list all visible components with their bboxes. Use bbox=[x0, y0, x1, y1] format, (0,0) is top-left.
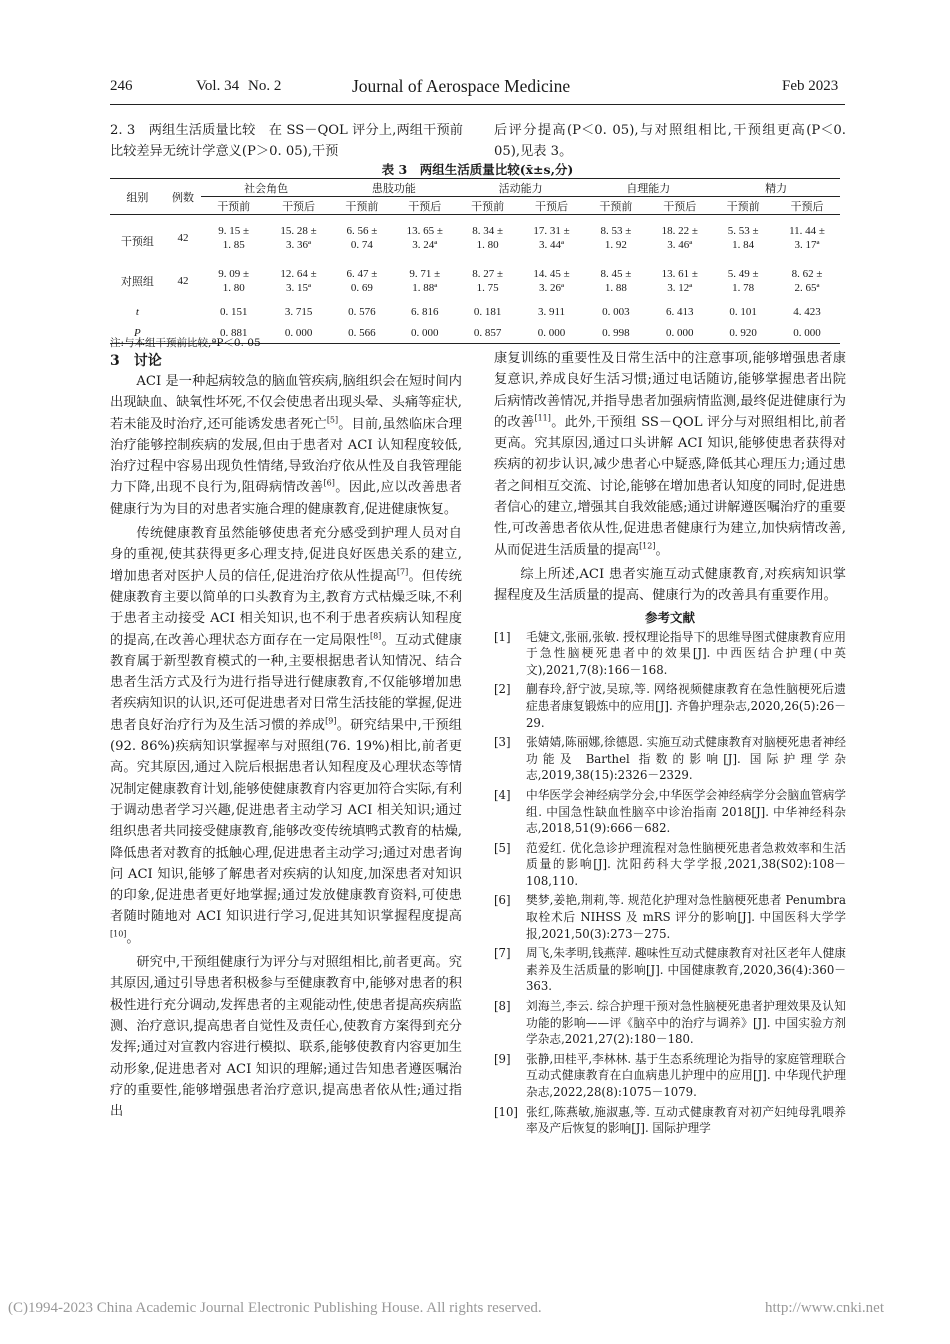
cell-mean: 12. 64 ± bbox=[280, 268, 317, 280]
reference-number: [9] bbox=[494, 1051, 511, 1066]
table-row bbox=[110, 215, 840, 262]
col-energy: 精力 bbox=[712, 179, 840, 197]
discussion-left-column bbox=[110, 351, 462, 1122]
p-row-value: 0. 920 bbox=[729, 326, 757, 339]
table-row bbox=[110, 261, 840, 301]
col-self-care: 自理能力 bbox=[584, 179, 712, 197]
section-2-3-right bbox=[494, 120, 846, 163]
subhead-before: 干预前 bbox=[726, 200, 760, 213]
subhead-before: 干预前 bbox=[599, 200, 633, 213]
subhead-before: 干预前 bbox=[345, 200, 379, 213]
t-row-value: 4. 423 bbox=[793, 305, 821, 318]
reference-item bbox=[494, 840, 846, 890]
reference-item bbox=[494, 998, 846, 1048]
cell-sd: 2. 65ª bbox=[794, 282, 820, 294]
table-cell bbox=[393, 215, 457, 262]
cell-sd: 1. 84 bbox=[732, 239, 755, 251]
t-row-value: 3. 911 bbox=[537, 305, 566, 318]
reference-number: [4] bbox=[494, 787, 511, 802]
reference-number: [6] bbox=[494, 893, 511, 908]
table-cell bbox=[519, 215, 585, 262]
section-2-3-text-cont: 后评分提高(P＜0. 05),与对照组相比,干预组更高(P＜0. 05),见表 3。 bbox=[494, 123, 846, 160]
reference-text: 范爱红. 优化急诊护理流程对急性脑梗死患者急救效率和生活质量的影响[J]. 沈阳药科大学学报,2021,38(S02):108－108,110. bbox=[526, 840, 846, 888]
volume: Vol. 34 bbox=[196, 78, 240, 94]
cell-mean: 9. 15 ± bbox=[218, 225, 250, 237]
table-note: 注:与本组干预前比较,ªP＜0. 05 bbox=[110, 337, 261, 349]
subhead-after: 干预后 bbox=[790, 200, 824, 213]
subhead-after: 干预后 bbox=[282, 200, 316, 213]
reference-item bbox=[494, 1051, 846, 1101]
header-rule bbox=[110, 104, 845, 105]
table-cell bbox=[266, 261, 331, 301]
cell-sd: 3. 17ª bbox=[794, 239, 820, 251]
t-row-value: 0. 181 bbox=[473, 305, 502, 318]
table-cell bbox=[201, 261, 266, 301]
t-row-label: t bbox=[135, 305, 139, 318]
p-row-value: 0. 881 bbox=[219, 326, 248, 339]
t-row-value: 0. 003 bbox=[602, 305, 630, 318]
cell-mean: 9. 71 ± bbox=[409, 268, 441, 280]
cell-sd: 1. 80 bbox=[476, 239, 499, 251]
col-group: 组别 bbox=[110, 179, 165, 215]
cell-mean: 11. 44 ± bbox=[789, 225, 825, 237]
t-row-value: 0. 576 bbox=[348, 305, 376, 318]
table-cell bbox=[647, 261, 712, 301]
cell-mean: 8. 45 ± bbox=[600, 268, 632, 280]
cell-mean: 8. 53 ± bbox=[600, 225, 632, 237]
reference-number: [1] bbox=[494, 629, 511, 644]
cell-mean: 5. 49 ± bbox=[727, 268, 759, 280]
references-heading: 参考文献 bbox=[644, 609, 695, 625]
cell-sd: 3. 12ª bbox=[667, 282, 693, 294]
t-row-value: 3. 715 bbox=[284, 305, 313, 318]
table-cell bbox=[647, 215, 712, 262]
cell-sd: 3. 46ª bbox=[667, 239, 693, 251]
t-row-value: 6. 413 bbox=[666, 305, 694, 318]
table-cell bbox=[393, 261, 457, 301]
cell-sd: 3. 36ª bbox=[286, 239, 312, 251]
subhead-after: 干预后 bbox=[663, 200, 697, 213]
t-row-value: 0. 151 bbox=[219, 305, 248, 318]
t-row bbox=[110, 301, 840, 322]
table-cell bbox=[457, 261, 519, 301]
reference-list bbox=[494, 629, 846, 1137]
copyright: (C)1994-2023 China Academic Journal Electronic Publishing House. All rights reserved. bbox=[8, 1300, 542, 1316]
table-cell bbox=[331, 215, 393, 262]
reference-item bbox=[494, 734, 846, 784]
journal-name: Journal of Aerospace Medicine bbox=[352, 76, 571, 96]
table-title: 表 3 两组生活质量比较(x̄±s,分) bbox=[381, 162, 574, 177]
reference-text: 张婧婧,陈丽娜,徐德恩. 实施互动式健康教育对脑梗死患者神经功能及 Barthel 指数的影响[J]. 国际护理学杂志,2019,38(15):2326－2329. bbox=[526, 735, 846, 783]
page-number: 246 bbox=[110, 78, 133, 94]
discussion-paragraph-2: 传统健康教育虽然能够使患者充分感受到护理人员对自身的重视,使其获得更多心理支持,促进良好医患关系的建立,增加患者对医护人员的信任,促进治疗依从性提高[7]。但传统健康教育主要以简单的口头教育为主,教育方式枯燥乏味,不利于患者主动接受 ACI 相关知识,也不利于患者疾病认知程度的提高,在改善心理状态方面存在一定局限性[8]。互动式健康教育属于新型教育模式的一种,主要根据患者认知情况、结合患者生活方式及行为进行指导进行健康教育,不仅能够增加患者疾病知识的认识,还可促进患者对日常生活技能的掌握,促进患者良好治疗行为及生活习惯的养成[9]。研究结果中,干预组(92. 86%)疾病知识掌握率与对照组(76. 19%)相比,前者更高。究其原因,通过入院后根据患者认知程度及心理状态等情况制定健康教育计划,能够使健康教育内容更加符合实际,有利于调动患者学习兴趣,促进患者主动学习 ACI 相关知识;通过组织患者共同接受健康教育,能够改变传统填鸭式教育的枯燥,降低患者对教育的抵触心理,促进患者主动学习;通过对患者询问 ACI 知识,能够了解患者对疾病的认知度,加深患者对知识的印象,促进患者更好地掌握;通过发放健康教育资料,可使患者随时随地对 ACI 知识进行学习,促进其知识掌握程度提高[10]。 bbox=[110, 526, 462, 946]
reference-item bbox=[494, 892, 846, 942]
p-row-value: 0. 857 bbox=[473, 326, 502, 339]
row-n: 42 bbox=[177, 232, 189, 244]
cell-mean: 18. 22 ± bbox=[661, 225, 698, 237]
reference-text: 张红,陈燕敏,施淑惠,等. 互动式健康教育对初产妇纯母乳喂养率及产后恢复的影响[J]. 国际护理学 bbox=[526, 1104, 846, 1136]
p-row-value: 0. 566 bbox=[348, 326, 376, 339]
reference-item bbox=[494, 681, 846, 731]
cell-sd: 1. 88ª bbox=[412, 282, 438, 294]
table-cell bbox=[712, 261, 774, 301]
reference-item bbox=[494, 787, 846, 837]
reference-number: [10] bbox=[494, 1104, 518, 1119]
cell-mean: 17. 31 ± bbox=[533, 225, 570, 237]
cell-mean: 13. 61 ± bbox=[661, 268, 698, 280]
cell-mean: 15. 28 ± bbox=[280, 225, 317, 237]
table-cell bbox=[457, 215, 519, 262]
cell-mean: 6. 56 ± bbox=[346, 225, 378, 237]
issue-date: Feb 2023 bbox=[782, 78, 839, 94]
cell-sd: 1. 88 bbox=[604, 282, 627, 294]
subhead-before: 干预前 bbox=[471, 200, 505, 213]
col-limb-function: 患肢功能 bbox=[331, 179, 457, 197]
col-social-role: 社会角色 bbox=[201, 179, 331, 197]
cell-sd: 1. 92 bbox=[604, 239, 627, 251]
reference-text: 樊梦,姜艳,荆莉,等. 规范化护理对急性脑梗死患者 Penumbra 取栓术后 NIHSS 及 mRS 评分的影响[J]. 中国医科大学学报,2021,50(3):273－275. bbox=[526, 893, 846, 941]
reference-number: [8] bbox=[494, 999, 511, 1014]
col-n: 例数 bbox=[165, 179, 202, 215]
table-cell bbox=[266, 215, 331, 262]
cell-sd: 3. 26ª bbox=[538, 282, 565, 294]
reference-text: 张静,田桂平,李林林. 基于生态系统理论为指导的家庭管理联合互动式健康教育在白血病患儿护理中的应用[J]. 中华现代护理杂志,2022,28(8):1075－1079. bbox=[526, 1051, 846, 1099]
discussion-paragraph-1: ACI 是一种起病较急的脑血管疾病,脑组织会在短时间内出现缺血、缺氧性坏死,不仅会使患者出现头晕、头痛等症状,若未能及时治疗,还可能诱发患者死亡[5]。目前,虽然临床合理治疗能够控制疾病的发展,但由于患者对 ACI 认知程度较低,治疗过程中容易出现负性情绪,导致治疗依从性及自我管理能力下降,出现不良行为,阻碍病情改善[6]。因此,应以改善患者健康行为为目的对患者实施合理的健康教育,促进健康恢复。 bbox=[110, 374, 462, 517]
quality-of-life-table bbox=[110, 178, 840, 344]
subhead-after: 干预后 bbox=[535, 200, 568, 213]
table-cell bbox=[584, 215, 647, 262]
reference-item bbox=[494, 629, 846, 679]
reference-item bbox=[494, 1104, 846, 1137]
reference-number: [2] bbox=[494, 682, 511, 697]
cell-sd: 1. 85 bbox=[222, 239, 245, 251]
cell-mean: 6. 47 ± bbox=[346, 268, 378, 280]
subhead-after: 干预后 bbox=[408, 200, 442, 213]
reference-number: [7] bbox=[494, 946, 511, 961]
reference-text: 毛婕文,张丽,张敏. 授权理论指导下的思维导图式健康教育应用于急性脑梗死患者中的效果[J]. 中西医结合护理(中英文),2021,7(8):166－168. bbox=[526, 629, 846, 677]
p-row-value: 0. 000 bbox=[537, 326, 566, 339]
table-cell bbox=[519, 261, 585, 301]
reference-number: [5] bbox=[494, 840, 511, 855]
table-cell bbox=[774, 215, 840, 262]
row-group: 对照组 bbox=[120, 276, 154, 288]
cell-mean: 13. 65 ± bbox=[406, 225, 443, 237]
reference-text: 蒯春玲,舒宁波,吴琼,等. 网络视频健康教育在急性脑梗死后遗症患者康复锻炼中的应用[J]. 齐鲁护理杂志,2020,26(5):26－29. bbox=[526, 682, 846, 730]
cell-sd: 1. 75 bbox=[476, 282, 499, 294]
t-row-value: 6. 816 bbox=[411, 305, 439, 318]
cell-mean: 5. 53 ± bbox=[727, 225, 759, 237]
subhead-before: 干预前 bbox=[217, 200, 251, 213]
table-cell bbox=[201, 215, 266, 262]
empty-cell bbox=[165, 301, 202, 322]
reference-item bbox=[494, 945, 846, 995]
cell-mean: 9. 09 ± bbox=[218, 268, 250, 280]
cell-sd: 0. 74 bbox=[350, 239, 373, 251]
cell-sd: 1. 80 bbox=[222, 282, 245, 294]
table-cell bbox=[712, 215, 774, 262]
discussion-paragraph-3-cont: 康复训练的重要性及日常生活中的注意事项,能够增强患者康复意识,养成良好生活习惯;通过电话随访,能够掌握患者出院后病情改善情况,并指导患者加强病情监测,最终促进健康行为的改善[11]。此外,干预组 SS－QOL 评分与对照组相比,前者更高。究其原因,通过口头讲解 ACI 知识,能够使患者获得对疾病的初步认识,减少患者心中疑惑,降低其心理压力;通过患者之间相互交流、讨论,能够在增加患者认知度的同时,促进患者信心的建立,增强其自我效能感;通过讲解遵医嘱治疗的重要性,可改善患者依从性,促进患者健康行为建立,加快病情改善,从而促进生活质量的提高[12]。 bbox=[494, 351, 847, 558]
discussion-conclusion: 综上所述,ACI 患者实施互动式健康教育,对疾病知识掌握程度及生活质量的提高、健康行为的改善具有重要作用。 bbox=[494, 566, 846, 604]
p-row-value: 0. 000 bbox=[411, 326, 439, 339]
reference-text: 刘海兰,李云. 综合护理干预对急性脑梗死患者护理效果及认知功能的影响——评《脑卒中的治疗与调养》[J]. 中国实验方剂学杂志,2021,27(2):180－180. bbox=[526, 999, 846, 1047]
row-n: 42 bbox=[177, 275, 189, 287]
cell-sd: 0. 69 bbox=[350, 282, 373, 294]
cell-sd: 3. 24ª bbox=[412, 239, 438, 251]
discussion-paragraph-3: 研究中,干预组健康行为评分与对照组相比,前者更高。究其原因,通过引导患者积极参与至健康教育中,能够对患者的积极性进行充分调动,发挥患者的主观能动性,使患者提高疾病监测、治疗意识,提高患者自觉性及责任心,使教育方案得到充分发挥;通过对宣教内容进行模拟、联系,能够使教育内容更加生动形象,促进患者对 ACI 知识的理解;通过告知患者遵医嘱治疗的重要性,能够增强患者治疗意识,提高患者依从性;通过指出 bbox=[110, 955, 462, 1120]
cell-mean: 8. 34 ± bbox=[472, 225, 504, 237]
cell-sd: 3. 15ª bbox=[286, 282, 312, 294]
cell-mean: 8. 27 ± bbox=[472, 268, 504, 280]
reference-text: 中华医学会神经病学分会,中华医学会神经病学分会脑血管病学组. 中国急性缺血性脑卒中诊治指南 2018[J]. 中华神经科杂志,2018,51(9):666－682. bbox=[526, 787, 846, 836]
p-row-value: 0. 000 bbox=[284, 326, 313, 339]
cell-sd: 1. 78 bbox=[732, 282, 755, 294]
p-row-label: P bbox=[134, 326, 141, 339]
reference-number: [3] bbox=[494, 735, 511, 750]
col-activity: 活动能力 bbox=[457, 179, 585, 197]
row-group: 干预组 bbox=[120, 236, 154, 248]
discussion-right-column bbox=[494, 348, 846, 1140]
table-cell bbox=[331, 261, 393, 301]
discussion-heading: 3 讨论 bbox=[110, 353, 162, 369]
cell-mean: 14. 45 ± bbox=[533, 268, 570, 280]
cell-mean: 8. 62 ± bbox=[791, 268, 823, 280]
section-2-3-left bbox=[110, 120, 463, 163]
cnki-url: http://www.cnki.net bbox=[765, 1300, 885, 1316]
table-cell bbox=[584, 261, 647, 301]
p-row-value: 0. 000 bbox=[793, 326, 821, 339]
t-row-value: 0. 101 bbox=[729, 305, 757, 318]
p-row-value: 0. 000 bbox=[666, 326, 694, 339]
cell-sd: 3. 44ª bbox=[538, 239, 565, 251]
section-2-3-text: 2. 3 两组生活质量比较 在 SS－QOL 评分上,两组干预前比较差异无统计学意义(P＞0. 05),干预 bbox=[110, 123, 463, 160]
table-cell bbox=[774, 261, 840, 301]
p-row-value: 0. 998 bbox=[602, 326, 630, 339]
reference-text: 周飞,朱孝明,钱燕萍. 趣味性互动式健康教育对社区老年人健康素养及生活质量的影响[J]. 中国健康教育,2020,36(4):360－363. bbox=[526, 946, 846, 994]
issue: No. 2 bbox=[248, 78, 282, 94]
